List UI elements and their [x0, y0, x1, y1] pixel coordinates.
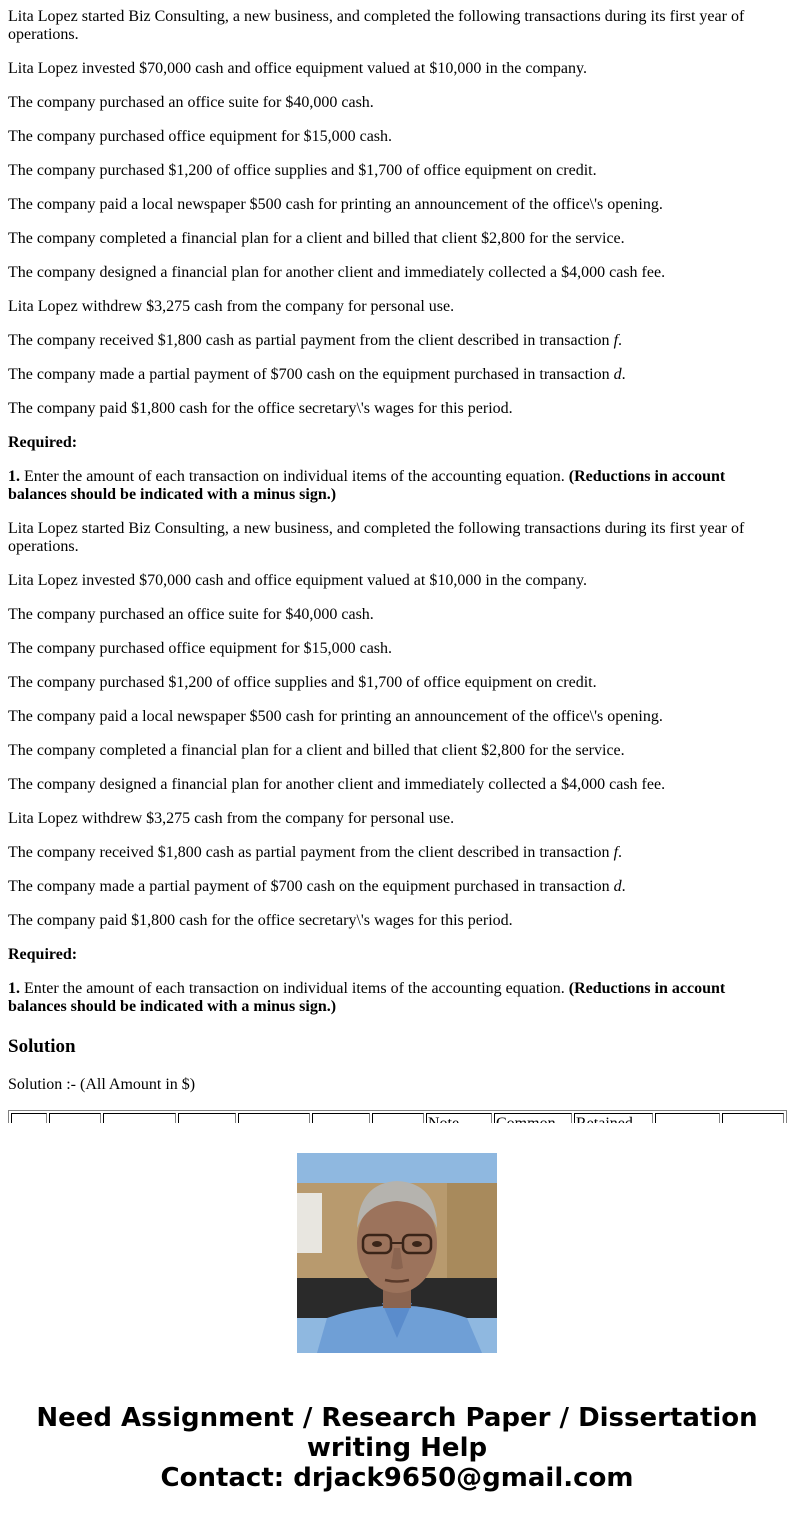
solution-intro: Solution :- (All Amount in $) — [8, 1076, 196, 1093]
transaction-ref-d: d — [613, 878, 622, 895]
transaction-i-text: The company received $1,800 cash as partial payment from the client described in transaction — [8, 844, 614, 861]
transaction-k: The company paid $1,800 cash for the office secretary\'s wages for this period. — [8, 912, 513, 929]
transaction-d: The company purchased $1,200 of office supplies and $1,700 of office equipment on credit. — [8, 162, 597, 179]
promo-text — [0, 1403, 794, 1493]
promo-line-1: Need Assignment / Research Paper / Dissertation — [36, 1403, 758, 1433]
transaction-h: Lita Lopez withdrew $3,275 cash from the company for personal use. — [8, 298, 455, 315]
question-intro: Lita Lopez started Biz Consulting, a new business, and completed the following transactions during its first year of operations. — [8, 520, 745, 555]
required-text: Enter the amount of each transaction on individual items of the accounting equation. — [20, 468, 569, 485]
required-number: 1. — [8, 980, 20, 997]
question-block-1 — [8, 8, 786, 504]
transaction-b: The company purchased an office suite for $40,000 cash. — [8, 94, 374, 111]
transaction-k: The company paid $1,800 cash for the office secretary\'s wages for this period. — [8, 400, 513, 417]
transaction-a: Lita Lopez invested $70,000 cash and office equipment valued at $10,000 in the company. — [8, 60, 587, 77]
transaction-ref-f: f — [613, 332, 619, 349]
required-text: Enter the amount of each transaction on individual items of the accounting equation. — [20, 980, 569, 997]
question-block-2 — [8, 520, 786, 1016]
transaction-i: The company received $1,800 cash as partial payment from the client described in transaction f. — [8, 844, 623, 861]
transaction-e: The company paid a local newspaper $500 cash for printing an announcement of the office\'s opening. — [8, 708, 663, 725]
transaction-h: Lita Lopez withdrew $3,275 cash from the company for personal use. — [8, 810, 455, 827]
transaction-j: The company made a partial payment of $700 cash on the equipment purchased in transaction d. — [8, 366, 626, 383]
question-intro: Lita Lopez started Biz Consulting, a new business, and completed the following transactions during its first year of operations. — [8, 8, 745, 43]
transaction-c: The company purchased office equipment for $15,000 cash. — [8, 128, 393, 145]
transaction-ref-f: f — [613, 844, 619, 861]
document-content — [8, 0, 786, 1123]
transaction-a: Lita Lopez invested $70,000 cash and office equipment valued at $10,000 in the company. — [8, 572, 587, 589]
author-photo-icon — [297, 1153, 497, 1353]
transaction-g: The company designed a financial plan for another client and immediately collected a $4,000 cash fee. — [8, 776, 666, 793]
required-note: (Reductions in account balances should be indicated with a minus sign.) — [8, 468, 726, 503]
transaction-j-text: The company made a partial payment of $700 cash on the equipment purchased in transaction — [8, 366, 614, 383]
transaction-i: The company received $1,800 cash as partial payment from the client described in transaction f. — [8, 332, 623, 349]
transaction-j-text: The company made a partial payment of $700 cash on the equipment purchased in transaction — [8, 878, 614, 895]
required-instruction — [8, 468, 786, 504]
transaction-g: The company designed a financial plan for another client and immediately collected a $4,000 cash fee. — [8, 264, 666, 281]
transaction-f: The company completed a financial plan for a client and billed that client $2,800 for the service. — [8, 230, 625, 247]
transaction-d: The company purchased $1,200 of office supplies and $1,700 of office equipment on credit. — [8, 674, 597, 691]
transaction-i-text: The company received $1,800 cash as partial payment from the client described in transaction — [8, 332, 614, 349]
solution-heading: Solution — [8, 1036, 76, 1057]
required-note: (Reductions in account balances should be indicated with a minus sign.) — [8, 980, 726, 1015]
transaction-j: The company made a partial payment of $700 cash on the equipment purchased in transaction d. — [8, 878, 626, 895]
required-instruction — [8, 980, 786, 1016]
transaction-f: The company completed a financial plan for a client and billed that client $2,800 for the service. — [8, 742, 625, 759]
transaction-ref-d: d — [613, 366, 622, 383]
transaction-c: The company purchased office equipment for $15,000 cash. — [8, 640, 393, 657]
transaction-b: The company purchased an office suite for $40,000 cash. — [8, 606, 374, 623]
transaction-e: The company paid a local newspaper $500 cash for printing an announcement of the office\'s opening. — [8, 196, 663, 213]
required-label: Required: — [8, 434, 78, 451]
promo-line-2: writing Help — [306, 1433, 488, 1463]
promo-banner — [0, 1123, 794, 1523]
required-label: Required: — [8, 946, 78, 963]
required-number: 1. — [8, 468, 20, 485]
promo-contact: Contact: drjack9650@gmail.com — [160, 1463, 634, 1493]
portrait-illustration — [297, 1153, 497, 1353]
